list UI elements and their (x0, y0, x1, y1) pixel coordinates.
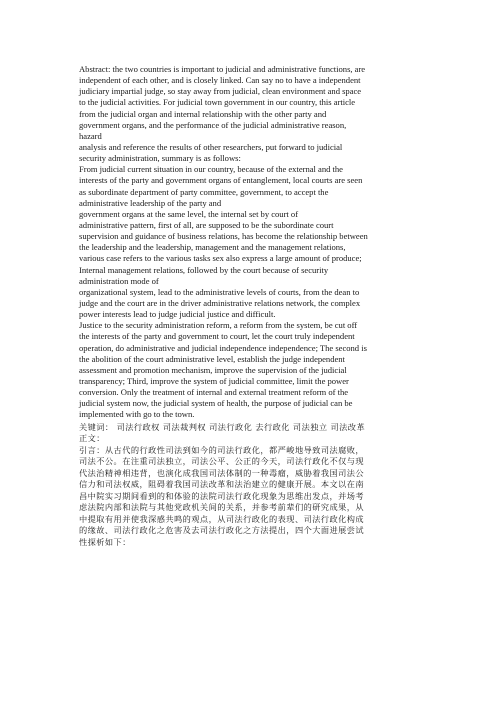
chinese-line: 关键词： 司法行政权 司法裁判权 司法行政化 去行政化 司法独立 司法改革 (79, 421, 366, 432)
english-line: judicial system now, the judicial system of health, the purpose of judicial can be (79, 398, 353, 409)
chinese-line: 引言：从古代的行政性司法到如今的司法行政化，都严峻地导致司法腐败， (79, 444, 365, 455)
english-line: transparency; Third, improve the system of judicial committee, limit the power (79, 375, 349, 386)
english-line: security administration, summary is as follows: (79, 153, 241, 164)
english-line: administration mode of (79, 275, 159, 286)
english-line: the leadership and the leadership, management and the management relations, (79, 242, 346, 253)
chinese-line: 正文： (79, 433, 105, 444)
chinese-text (79, 422, 421, 549)
english-line: analysis and reference the results of other researchers, put forward to judicial (79, 141, 343, 152)
english-line: power interests lead to judge judicial justice and difficult. (79, 309, 276, 320)
english-line: as subordinate department of party committee, government, to accept the (79, 186, 329, 197)
chinese-line: 的缘故、司法行政化之危害及去司法行政化之方法提出，四个大面进展尝试 (79, 525, 365, 536)
chinese-line: 中提取有用并使我深感共鸣的观点，从司法行政化的表现、司法行政化构成 (79, 513, 365, 524)
chinese-line: 虑法院内部和法院与其他党政机关间的关系，并参考前辈们的研究成果，从 (79, 502, 365, 513)
english-line: implemented with go to the town. (79, 409, 195, 420)
english-line: government organs, and the performance of the judicial administrative reason, (79, 119, 347, 130)
english-line: from the judicial organ and internal relationship with the other party and (79, 108, 327, 119)
english-line: administrative leadership of the party and (79, 197, 222, 208)
english-line: Internal management relations, followed by the court because of security (79, 264, 329, 275)
english-line: conversion. Only the treatment of internal and external treatment reform of the (79, 387, 349, 398)
english-line: the abolition of the court administrative level, establish the judge independent (79, 353, 345, 364)
document-page (79, 64, 421, 549)
english-line: organizational system, lead to the administrative levels of courts, from the dean to (79, 286, 360, 297)
english-line: interests of the party and government organs of entanglement, local courts are seen (79, 175, 363, 186)
english-abstract (79, 64, 421, 421)
english-line: assessment and promotion mechanism, improve the supervision of the judicial (79, 364, 347, 375)
english-line: administrative pattern, first of all, are supposed to be the subordinate court (79, 219, 334, 230)
english-line: judiciary impartial judge, so stay away from judicial, clean environment and space (79, 86, 362, 97)
english-line: to the judicial activities. For judicial town government in our country, this article (79, 97, 356, 108)
english-line: judge and the court are in the driver administrative relations network, the complex (79, 297, 361, 308)
english-line: the interests of the party and government to court, let the court truly independent (79, 331, 355, 342)
english-line: operation, do administrative and judicial independence independence; The second is (79, 342, 367, 353)
chinese-line: 信力和司法权威，阻碍着我国司法改革和法治建立的健康开展。本文以在南 (79, 479, 365, 490)
english-line: From judicial current situation in our country, because of the external and the (79, 164, 343, 175)
chinese-line: 性探析如下： (79, 536, 131, 547)
chinese-line: 司法不公。在注重司法独立，司法公平、公正的今天，司法行政化不仅与现 (79, 456, 365, 467)
english-line: various case refers to the various tasks sex also express a large amount of produce; (79, 253, 362, 264)
english-line: Abstract: the two countries is important to judicial and administrative functions, are (79, 64, 366, 74)
chinese-line: 昌中院实习期间看到的和体验的法院司法行政化现象为思维出发点，并场考 (79, 490, 365, 501)
english-line: Justice to the security administration reform, a reform from the system, be cut off (79, 320, 358, 331)
english-line: independent of each other, and is closely linked. Can say no to have a independent (79, 75, 361, 86)
english-line: supervision and guidance of business relations, has become the relationship between (79, 231, 368, 242)
english-line: government organs at the same level, the internal set by court of (79, 208, 299, 219)
english-line: hazard (79, 130, 102, 141)
chinese-line: 代法治精神相违背，也演化成我国司法体制的一种毒瘤，威胁着我国司法公 (79, 467, 365, 478)
